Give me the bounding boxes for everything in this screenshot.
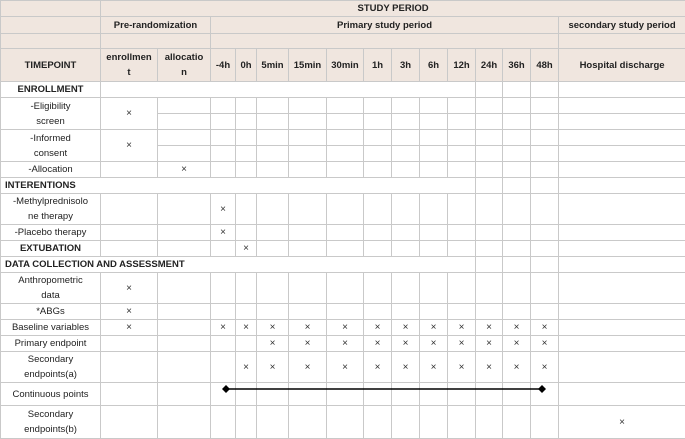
col-allocation: allocation <box>158 49 211 82</box>
row-label-informed-consent: -Informed consent <box>1 130 101 162</box>
mark-baseline: × <box>289 320 327 336</box>
pre-randomization-header: Pre-randomization <box>101 17 211 34</box>
mark-baseline: × <box>257 320 289 336</box>
table-row-allocation <box>1 162 685 178</box>
mark-baseline: × <box>364 320 392 336</box>
table-row-abgs <box>1 304 685 320</box>
mark-abgs-enrollment: × <box>101 304 158 320</box>
row-label-continuous: Continuous points <box>1 383 101 406</box>
mark-primary: × <box>364 336 392 352</box>
mark-secondary-a: × <box>236 352 257 383</box>
mark-primary: × <box>476 336 503 352</box>
section-enrollment: ENROLLMENT <box>1 82 101 98</box>
col-hospital-discharge: Hospital discharge <box>559 49 685 82</box>
mark-baseline: × <box>448 320 476 336</box>
mark-primary: × <box>289 336 327 352</box>
mark-secondary-b-discharge: × <box>559 406 685 439</box>
col-30min: 30min <box>327 49 364 82</box>
mark-eligibility-enrollment: × <box>101 98 158 130</box>
mark-primary: × <box>531 336 559 352</box>
mark-consent-enrollment: × <box>101 130 158 162</box>
table-row-methylprednisolone <box>1 194 685 225</box>
table-row-primary-endpoint <box>1 336 685 352</box>
row-label-anthropometric: Anthropometric data <box>1 273 101 304</box>
mark-primary: × <box>257 336 289 352</box>
row-label-eligibility: -Eligibility screen <box>1 98 101 130</box>
mark-secondary-a: × <box>289 352 327 383</box>
mark-baseline: × <box>211 320 236 336</box>
mark-baseline: × <box>503 320 531 336</box>
mark-primary: × <box>503 336 531 352</box>
row-label-baseline: Baseline variables <box>1 320 101 336</box>
table-row-continuous <box>1 383 685 406</box>
section-interventions: INTERENTIONS <box>1 178 476 194</box>
mark-placebo-minus4h: × <box>211 225 236 241</box>
table-row-secondary-a <box>1 352 685 383</box>
mark-primary: × <box>420 336 448 352</box>
col-48h: 48h <box>531 49 559 82</box>
mark-baseline: × <box>531 320 559 336</box>
col-5min: 5min <box>257 49 289 82</box>
col-12h: 12h <box>448 49 476 82</box>
row-label-extubation: EXTUBATION <box>1 241 101 257</box>
table-row-eligibility <box>1 98 685 114</box>
table-row-extubation <box>1 241 685 257</box>
mark-secondary-a: × <box>327 352 364 383</box>
col-1h: 1h <box>364 49 392 82</box>
header-row-periods <box>1 17 685 34</box>
section-row-enrollment <box>1 82 685 98</box>
mark-secondary-a: × <box>364 352 392 383</box>
table-row-placebo <box>1 225 685 241</box>
mark-secondary-a: × <box>420 352 448 383</box>
mark-primary: × <box>392 336 420 352</box>
mark-extubation-0h: × <box>236 241 257 257</box>
mark-primary: × <box>327 336 364 352</box>
mark-baseline: × <box>327 320 364 336</box>
row-label-abgs: *ABGs <box>1 304 101 320</box>
header-row-blank <box>1 34 685 49</box>
mark-secondary-a: × <box>448 352 476 383</box>
table-row-baseline <box>1 320 685 336</box>
col-enrollment: enrollment <box>101 49 158 82</box>
section-data-collection: DATA COLLECTION AND ASSESSMENT <box>1 257 476 273</box>
row-label-secondary-a: Secondary endpoints(a) <box>1 352 101 383</box>
col-24h: 24h <box>476 49 503 82</box>
header-corner <box>1 1 101 17</box>
study-period-title: STUDY PERIOD <box>101 1 685 17</box>
mark-allocation-allocation: × <box>158 162 211 178</box>
row-label-primary-endpoint: Primary endpoint <box>1 336 101 352</box>
mark-secondary-a: × <box>531 352 559 383</box>
mark-baseline: × <box>420 320 448 336</box>
table-row-anthropometric <box>1 273 685 304</box>
mark-secondary-a: × <box>503 352 531 383</box>
mark-secondary-a: × <box>257 352 289 383</box>
row-label-allocation: -Allocation <box>1 162 101 178</box>
row-label-methylprednisolone: -Methylprednisolone therapy <box>1 194 101 225</box>
secondary-study-period-header: secondary study period <box>559 17 685 34</box>
table-row-informed-consent <box>1 130 685 146</box>
mark-baseline: × <box>101 320 158 336</box>
col-6h: 6h <box>420 49 448 82</box>
mark-methylprednisolone-minus4h: × <box>211 194 236 225</box>
primary-study-period-header: Primary study period <box>211 17 559 34</box>
mark-primary: × <box>448 336 476 352</box>
mark-baseline: × <box>476 320 503 336</box>
header-row-timepoints <box>1 49 685 82</box>
row-label-placebo: -Placebo therapy <box>1 225 101 241</box>
col-15min: 15min <box>289 49 327 82</box>
mark-secondary-a: × <box>392 352 420 383</box>
col-3h: 3h <box>392 49 420 82</box>
section-row-interventions <box>1 178 685 194</box>
col-minus4h: -4h <box>211 49 236 82</box>
timepoint-label: TIMEPOINT <box>1 49 101 82</box>
mark-baseline: × <box>392 320 420 336</box>
header-row-study-period <box>1 1 685 17</box>
section-row-data-collection <box>1 257 685 273</box>
col-0h: 0h <box>236 49 257 82</box>
mark-secondary-a: × <box>476 352 503 383</box>
mark-baseline: × <box>236 320 257 336</box>
row-label-secondary-b: Secondary endpoints(b) <box>1 406 101 439</box>
col-36h: 36h <box>503 49 531 82</box>
mark-anthropometric-enrollment: × <box>101 273 158 304</box>
table-row-secondary-b <box>1 406 685 439</box>
